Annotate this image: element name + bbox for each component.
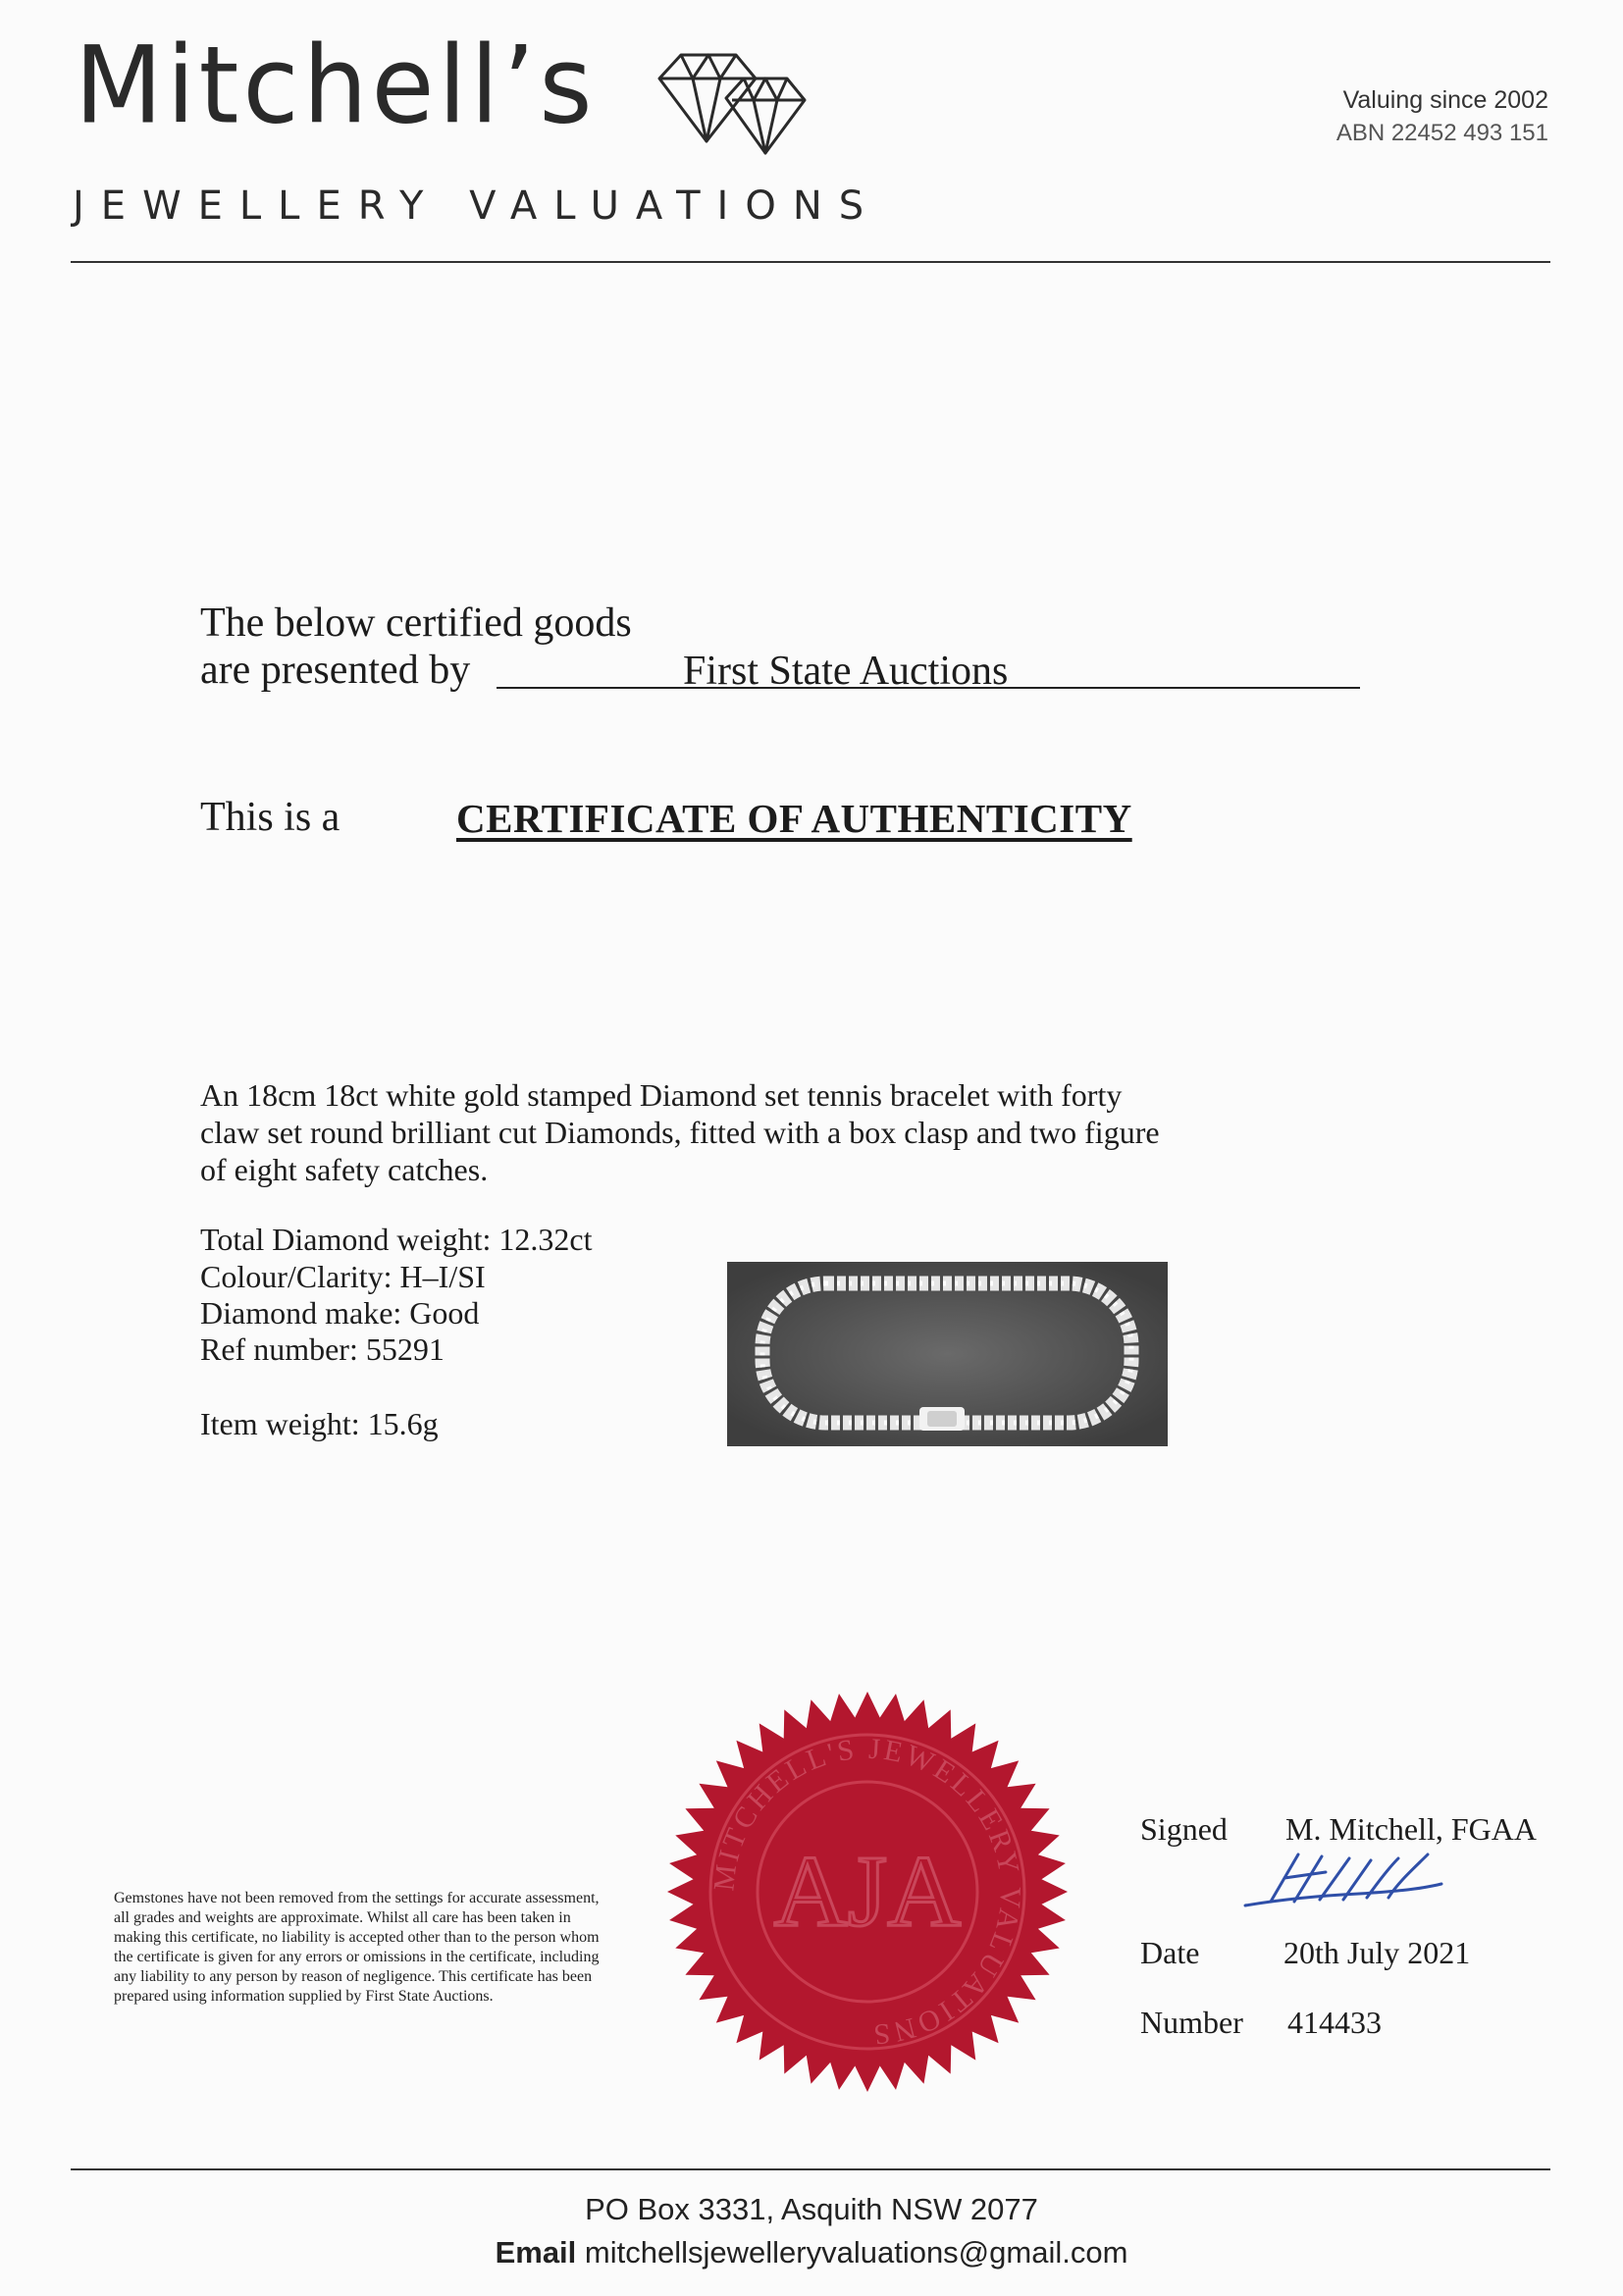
- seal-group: [667, 1692, 1068, 2092]
- number-value: 414433: [1287, 2005, 1382, 2040]
- seal-monogram: AJA: [773, 1835, 962, 1948]
- header-divider: [71, 261, 1550, 263]
- signed-value: M. Mitchell, FGAA: [1285, 1811, 1537, 1847]
- header-info: [1336, 86, 1548, 147]
- email-label: Email: [495, 2235, 577, 2270]
- tagline: Valuing since 2002: [1342, 86, 1548, 114]
- seal-ring-text: MITCHELL'S JEWELLERY VALUATIONS: [707, 1732, 1027, 2052]
- date-value: 20th July 2021: [1283, 1935, 1471, 1970]
- footer-address: PO Box 3331, Asquith NSW 2077: [585, 2192, 1038, 2226]
- certificate-prefix: This is a: [200, 795, 340, 840]
- brand-subtitle: JEWELLERY VALUATIONS: [73, 183, 881, 229]
- handwritten-signature: [1241, 1845, 1467, 1923]
- certificate-title: CERTIFICATE OF AUTHENTICITY: [456, 796, 1132, 841]
- intro-line-1: The below certified goods: [200, 600, 632, 646]
- date-label: Date: [1140, 1935, 1200, 1970]
- abn-number: ABN 22452 493 151: [1335, 120, 1548, 146]
- email-address: mitchellsjewelleryvaluations@gmail.com: [584, 2235, 1128, 2270]
- diamond-logo-icon: [650, 51, 816, 159]
- bracelet-photo: [727, 1262, 1168, 1446]
- presenter-name: First State Auctions: [683, 649, 1009, 694]
- signed-label: Signed: [1140, 1811, 1228, 1847]
- spec-diamond-make: Diamond make: Good: [200, 1295, 480, 1331]
- footer-divider: [71, 2168, 1550, 2170]
- spec-diamond-weight: Total Diamond weight: 12.32ct: [200, 1222, 593, 1257]
- item-description: An 18cm 18ct white gold stamped Diamond set tennis bracelet with forty claw set round brilliant cut Diamonds, fitted with a box clasp and two figure of eight safety catches.: [200, 1077, 1160, 1187]
- spec-colour-clarity: Colour/Clarity: H–I/SI: [200, 1259, 486, 1294]
- spec-ref-number: Ref number: 55291: [200, 1331, 445, 1367]
- brand-name: Mitchell’s: [75, 22, 597, 148]
- disclaimer-text: Gemstones have not been removed from the settings for accurate assessment, all grades and weights are approximate. Whilst all care has been taken in making this certificate, no liability is accepted other than to the person whom the certificate is given for any errors or omissions in the certificate, including any liability to any person by reason of negligence. This certificate has been prepared using information supplied by First State Auctions.: [114, 1890, 600, 2005]
- wax-seal-icon: [665, 1690, 1070, 2094]
- number-label: Number: [1140, 2005, 1243, 2040]
- footer-email-line: [0, 2235, 1623, 2270]
- bracelet-image-icon: [727, 1262, 1168, 1446]
- intro-line-2: are presented by: [200, 648, 471, 693]
- spec-item-weight: Item weight: 15.6g: [200, 1406, 439, 1441]
